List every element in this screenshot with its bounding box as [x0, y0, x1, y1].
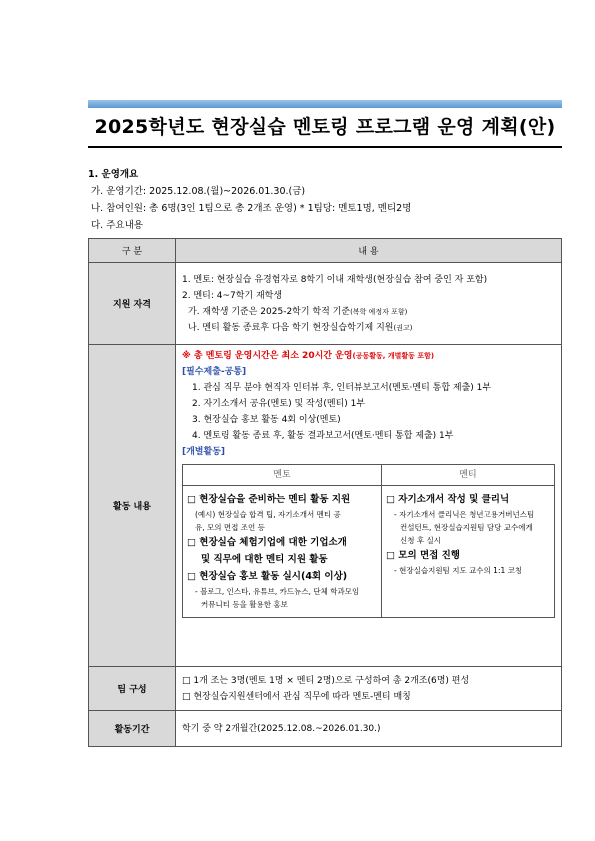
mentor-activity-detail: (예시) 현장실습 합격 팁, 자기소개서 멘티 공 [195, 510, 341, 519]
row-label-period: 활동기간 [89, 711, 176, 747]
minimum-hours-notice: ※ 총 멘토링 운영시간은 최소 20시간 운영(공동활동, 개별활동 포함) [182, 351, 435, 361]
common-item: 4. 멘토링 활동 종료 후, 활동 결과보고서(멘토·멘티 통합 제출) 1부 [192, 431, 454, 441]
mentee-activity-detail: - 현장실습지원팀 지도 교수의 1:1 코칭 [394, 566, 523, 575]
mentee-header: 멘티 [382, 465, 555, 486]
eligibility-line: 나. 멘티 활동 종료후 다음 학기 현장실습학기제 지원(권고) [188, 322, 413, 333]
mentee-activity-detail: 컨설턴트, 현장실습지원팀 담당 교수에게 [400, 523, 533, 532]
team-content [176, 667, 562, 711]
mentor-activity-detail: 커뮤니티 등을 활용한 홍보 [201, 600, 288, 609]
mentor-activities [183, 486, 382, 618]
eligibility-line: 가. 재학생 기준은 2025-2학기 학적 기준(복학 예정자 포함) [188, 306, 408, 317]
common-item: 3. 현장실습 홍보 활동 4회 이상(멘토) [192, 415, 341, 425]
header-category: 구 분 [89, 239, 176, 263]
row-label-activities: 활동 내용 [89, 345, 176, 667]
overview-main-content: 다. 주요내용 [91, 220, 143, 231]
common-required-title: [필수제출-공통] [182, 367, 247, 377]
mentee-activity-detail: - 자기소개서 클리닉은 청년고용거버넌스팀 [394, 510, 535, 519]
mentee-activities [382, 486, 555, 618]
eligibility-content [176, 263, 562, 345]
row-label-team: 팀 구성 [89, 667, 176, 711]
title-underline [88, 146, 562, 148]
overview-period: 가. 운영기간: 2025.12.08.(월)~2026.01.30.(금) [91, 186, 306, 197]
mentee-activity: □ 자기소개서 작성 및 클리닉 [386, 494, 510, 505]
team-line: □ 현장실습지원센터에서 관심 직무에 따라 멘토-멘티 매칭 [182, 691, 411, 702]
row-label-eligibility: 지원 자격 [89, 263, 176, 345]
team-line: □ 1개 조는 3명(멘토 1명 × 멘티 2명)으로 구성하여 총 2개조(6명) 편성 [182, 675, 470, 686]
mentor-activity-cont: 및 직무에 대한 멘티 지원 활동 [201, 554, 328, 565]
mentor-activity-detail: 유, 모의 면접 조언 등 [195, 523, 265, 532]
title-bar-decoration [88, 100, 562, 108]
overview-participants: 나. 참여인원: 총 6명(3인 1팀으로 총 2개조 운영) * 1팀당: 멘토1명, 멘티2명 [91, 203, 412, 214]
eligibility-line: 2. 멘티: 4~7학기 재학생 [182, 290, 283, 301]
header-content: 내 용 [176, 239, 562, 263]
mentor-activity-detail: - 블로그, 인스타, 유튜브, 카드뉴스, 단체 학과모임 [195, 587, 360, 596]
individual-activity-title: [개별활동] [182, 447, 226, 457]
mentee-activity-detail: 신청 후 실시 [400, 536, 441, 545]
mentor-header: 멘토 [183, 465, 382, 486]
section-heading: 1. 운영개요 [88, 169, 139, 180]
mentee-activity: □ 모의 면접 진행 [386, 550, 460, 561]
individual-activity-table [182, 464, 555, 618]
mentor-activity: □ 현장실습 홍보 활동 실시(4회 이상) [187, 571, 348, 582]
common-item: 2. 자기소개서 공유(멘토) 및 작성(멘티) 1부 [192, 399, 366, 409]
plan-table [88, 238, 562, 747]
mentor-activity: □ 현장실습을 준비하는 멘티 활동 지원 [187, 494, 351, 505]
period-content: 학기 중 약 2개월간(2025.12.08.~2026.01.30.) [176, 711, 562, 747]
document-title: 2025학년도 현장실습 멘토링 프로그램 운영 계획(안) [94, 116, 556, 138]
common-item: 1. 관심 직무 분야 현직자 인터뷰 후, 인터뷰보고서(멘토·멘티 통합 제출) 1부 [192, 383, 492, 393]
mentor-activity: □ 현장실습 체험기업에 대한 기업소개 [187, 537, 347, 548]
activities-content [176, 345, 562, 667]
eligibility-line: 1. 멘토: 현장실습 유경험자로 8학기 이내 재학생(현장실습 참여 중인 자 포함) [182, 274, 488, 285]
